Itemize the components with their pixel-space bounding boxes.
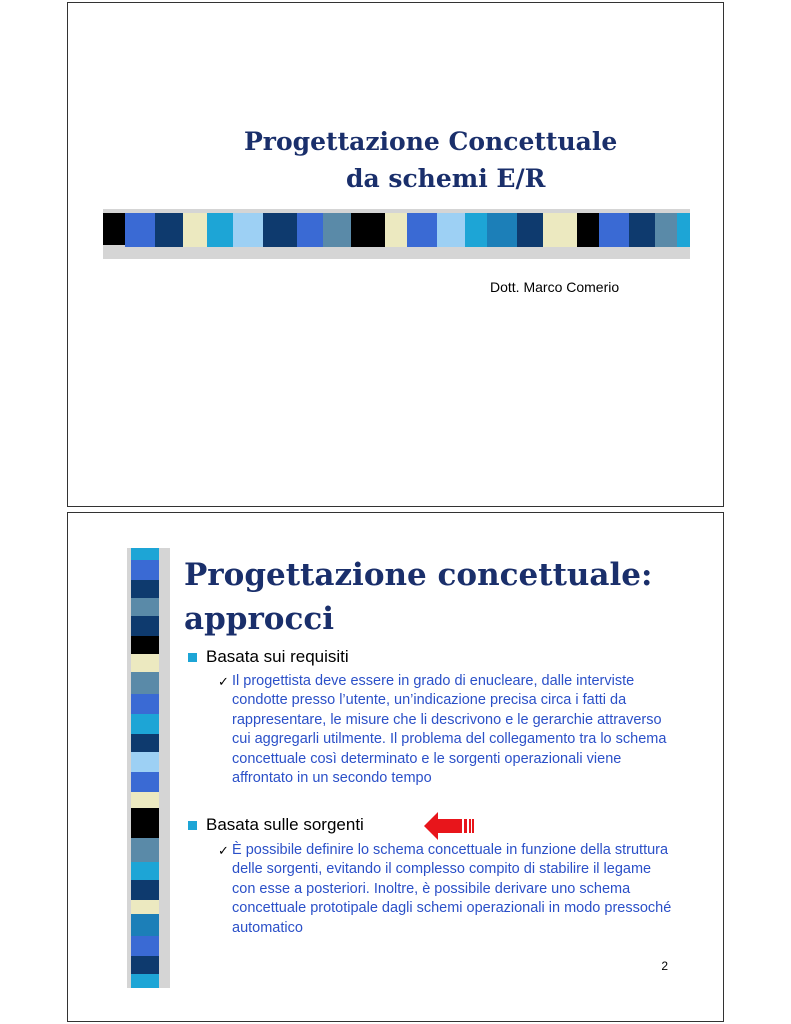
slide-1-title: [68, 123, 725, 197]
checkmark-icon: ✓: [218, 674, 229, 689]
slide-2-title: [184, 553, 714, 641]
square-bullet-icon: [188, 653, 197, 662]
sub-point-sorgenti: [218, 841, 673, 941]
page-number: 2: [661, 959, 668, 973]
slide-2-title-line-2: approcci: [184, 601, 334, 637]
author-name: Dott. Marco Comerio: [490, 279, 620, 295]
bullet-label: Basata sulle sorgenti: [206, 815, 364, 834]
square-bullet-icon: [188, 821, 197, 830]
slide-2-title-line-1: Progettazione concettuale:: [184, 557, 653, 593]
slide-2: [67, 512, 724, 1022]
decorative-color-band: [103, 203, 690, 265]
slide-1: [67, 2, 724, 507]
left-arrow-icon: [424, 812, 474, 840]
decorative-vertical-color-band: [127, 548, 170, 988]
sub-point-text: È possibile definire lo schema concettuale in funzione della struttura delle sorgenti, evitando il complesso compito di stabilire il legame con esse a posteriori. Inoltre, è possibile derivare uno schema concettuale prototipale dagli schemi operazionali in modo pressoché automatico: [232, 842, 672, 936]
slide-1-title-line-1: Progettazione Concettuale: [244, 127, 618, 156]
bullet-label: Basata sui requisiti: [206, 647, 349, 666]
sub-point-text: Il progettista deve essere in grado di enucleare, dalle interviste condotte presso l’utente, un’indicazione precisa circa i fatti da rappresentare, le misure che li descrivono e le gerarchie attraverso cui aggregarli utilmente. Il problema del collegamento tra lo schema concettuale così determinato e le sorgenti operazionali viene affrontato in un secondo tempo: [232, 673, 667, 787]
checkmark-icon: ✓: [218, 843, 229, 858]
sub-point-requisiti: [218, 672, 673, 808]
slide-1-title-line-2: da schemi E/R: [346, 164, 546, 193]
